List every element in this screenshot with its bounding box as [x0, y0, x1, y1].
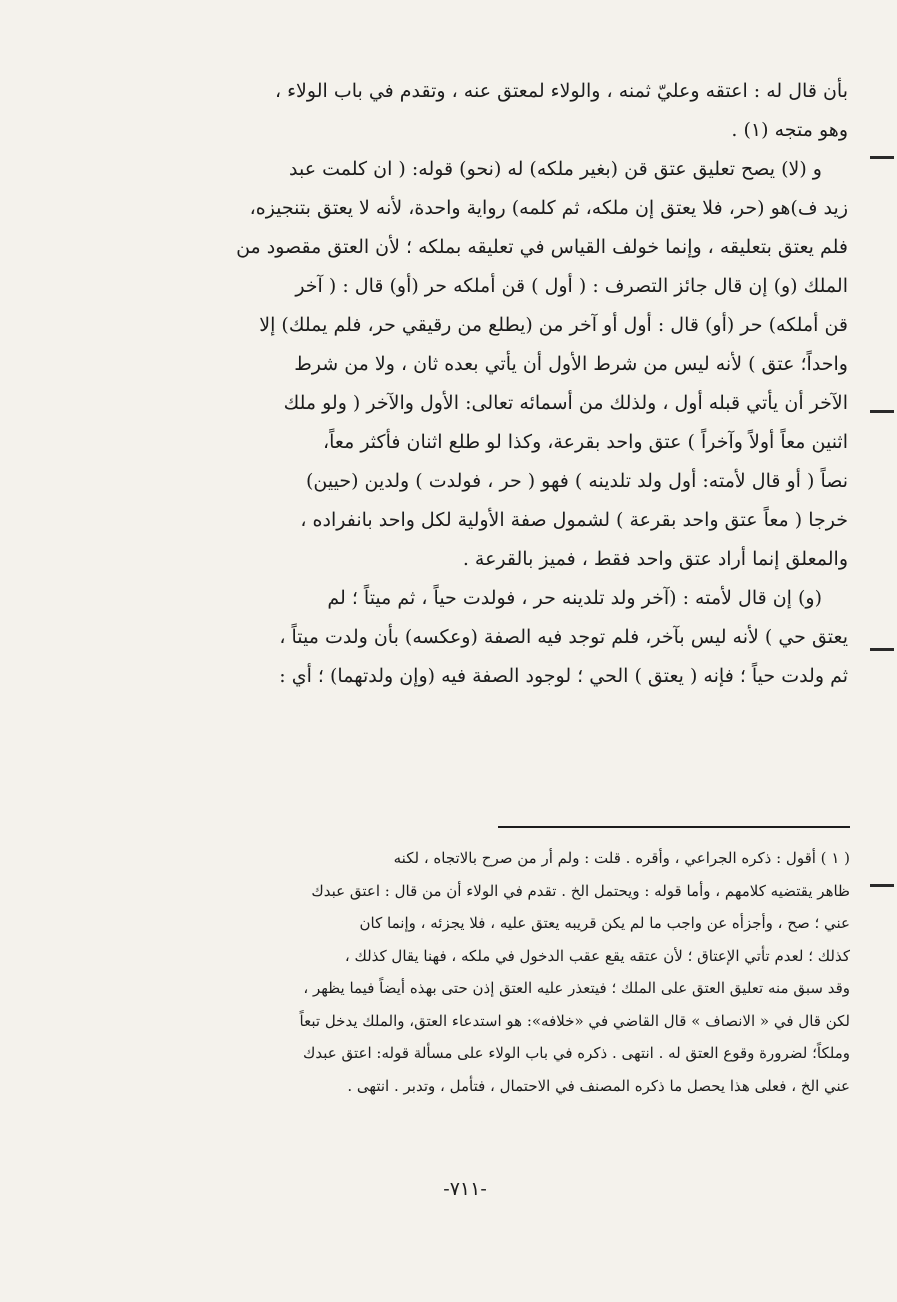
- footnote-line: وقد سبق منه تعليق العتق على الملك ؛ فيتعذر عليه العتق إذن حتى بهذه أيضاً فيما يظهر ،: [303, 979, 850, 997]
- main-line: خرجا ( معاً عتق واحد بقرعة ) لشمول صفة الأولية لكل واحد بانفراده ،: [300, 509, 848, 531]
- main-line: فلم يعتق بتعليقه ، وإنما خولف القياس في تعليقه بملكه ؛ لأن العتق مقصود من: [236, 236, 848, 258]
- footnote-line: وملكاً؛ لضرورة وقوع العتق له . انتهى . ذكره في باب الولاء على مسألة قوله: اعتق عبدك: [303, 1044, 850, 1062]
- footnote-line: عني ؛ صح ، وأجزأه عن واجب ما لم يكن قريبه يعتق عليه ، فلا يجزئه ، وإنما كان: [359, 914, 850, 932]
- main-line: نصاً ( أو قال لأمته: أول ولد تلدينه ) فهو ( حر ، فولدت ) ولدين (حيين): [305, 470, 848, 492]
- footnote-line: كذلك ؛ لعدم تأتي الإعتاق ؛ لأن عتقه يقع عقب الدخول في ملكه ، فهنا يقال كذلك ،: [344, 946, 850, 965]
- footnote-line: لكن قال في « الانصاف » قال القاضي في «خلافه»: هو استدعاء العتق، والملك يدخل تبعاً: [299, 1011, 850, 1030]
- footnotes: [140, 842, 850, 1102]
- margin-mark: [870, 410, 894, 413]
- main-text: [108, 72, 848, 696]
- footnote-line: ( ١ ) أقول : ذكره الجراعي ، وأقره . قلت : ولم أر من صرح بالاتجاه ، لكنه: [393, 849, 850, 867]
- main-line: واحداً؛ عتق ) لأنه ليس من شرط الأول أن يأتي بعده ثان ، ولا من شرط: [294, 353, 848, 375]
- margin-mark: [870, 156, 894, 159]
- main-line: بأن قال له : اعتقه وعليّ ثمنه ، والولاء لمعتق عنه ، وتقدم في باب الولاء ،: [274, 80, 848, 102]
- main-line: الآخر أن يأتي قبله أول ، ولذلك من أسمائه تعالى: الأول والآخر ( ولو ملك: [283, 392, 848, 414]
- main-line: زيد ف)هو (حر، فلا يعتق إن ملكه، ثم كلمه) رواية واحدة، لأنه لا يعتق بتنجيزه،: [249, 197, 848, 219]
- main-line: (و) إن قال لأمته : (آخر ولد تلدينه حر ، فولدت حياً ، ثم ميتاً ؛ لم: [327, 587, 822, 609]
- main-line: ثم ولدت حياً ؛ فإنه ( يعتق ) الحي ؛ لوجود الصفة فيه (وإن ولدتهما) ؛ أي :: [279, 665, 848, 687]
- page-number: -٧١١-: [443, 1178, 487, 1200]
- margin-mark: [870, 884, 894, 887]
- footnote-line: عني الخ ، فعلى هذا يحصل ما ذكره المصنف في الاحتمال ، فتأمل ، وتدبر . انتهى .: [347, 1076, 850, 1095]
- footnote-line: ظاهر يقتضيه كلامهم ، وأما قوله : ويحتمل الخ . تقدم في الولاء أن من قال : اعتق عبدك: [311, 881, 850, 900]
- main-line: وهو متجه (١) .: [731, 119, 848, 141]
- main-line: قن أملكه) حر (أو) قال : أول أو آخر من (يطلع من رقيقي حر، فلم يملك) إلا: [259, 314, 848, 336]
- margin-mark: [870, 648, 894, 651]
- main-line: الملك (و) إن قال جائز التصرف : ( أول ) قن أملكه حر (أو) قال : ( آخر: [295, 275, 848, 297]
- main-line: اثنين معاً أولاً وآخراً ) عتق واحد بقرعة، وكذا لو طلع اثنان فأكثر معاً،: [323, 431, 848, 453]
- main-line: والمعلق إنما أراد عتق واحد فقط ، فميز بالقرعة .: [462, 548, 848, 570]
- main-line: و (لا) يصح تعليق عتق قن (بغير ملكه) له (نحو) قوله: ( ان كلمت عبد: [289, 158, 822, 180]
- footnote-separator: [498, 826, 850, 828]
- main-line: يعتق حي ) لأنه ليس بآخر، فلم توجد فيه الصفة (وعكسه) بأن ولدت ميتاً ،: [279, 626, 848, 648]
